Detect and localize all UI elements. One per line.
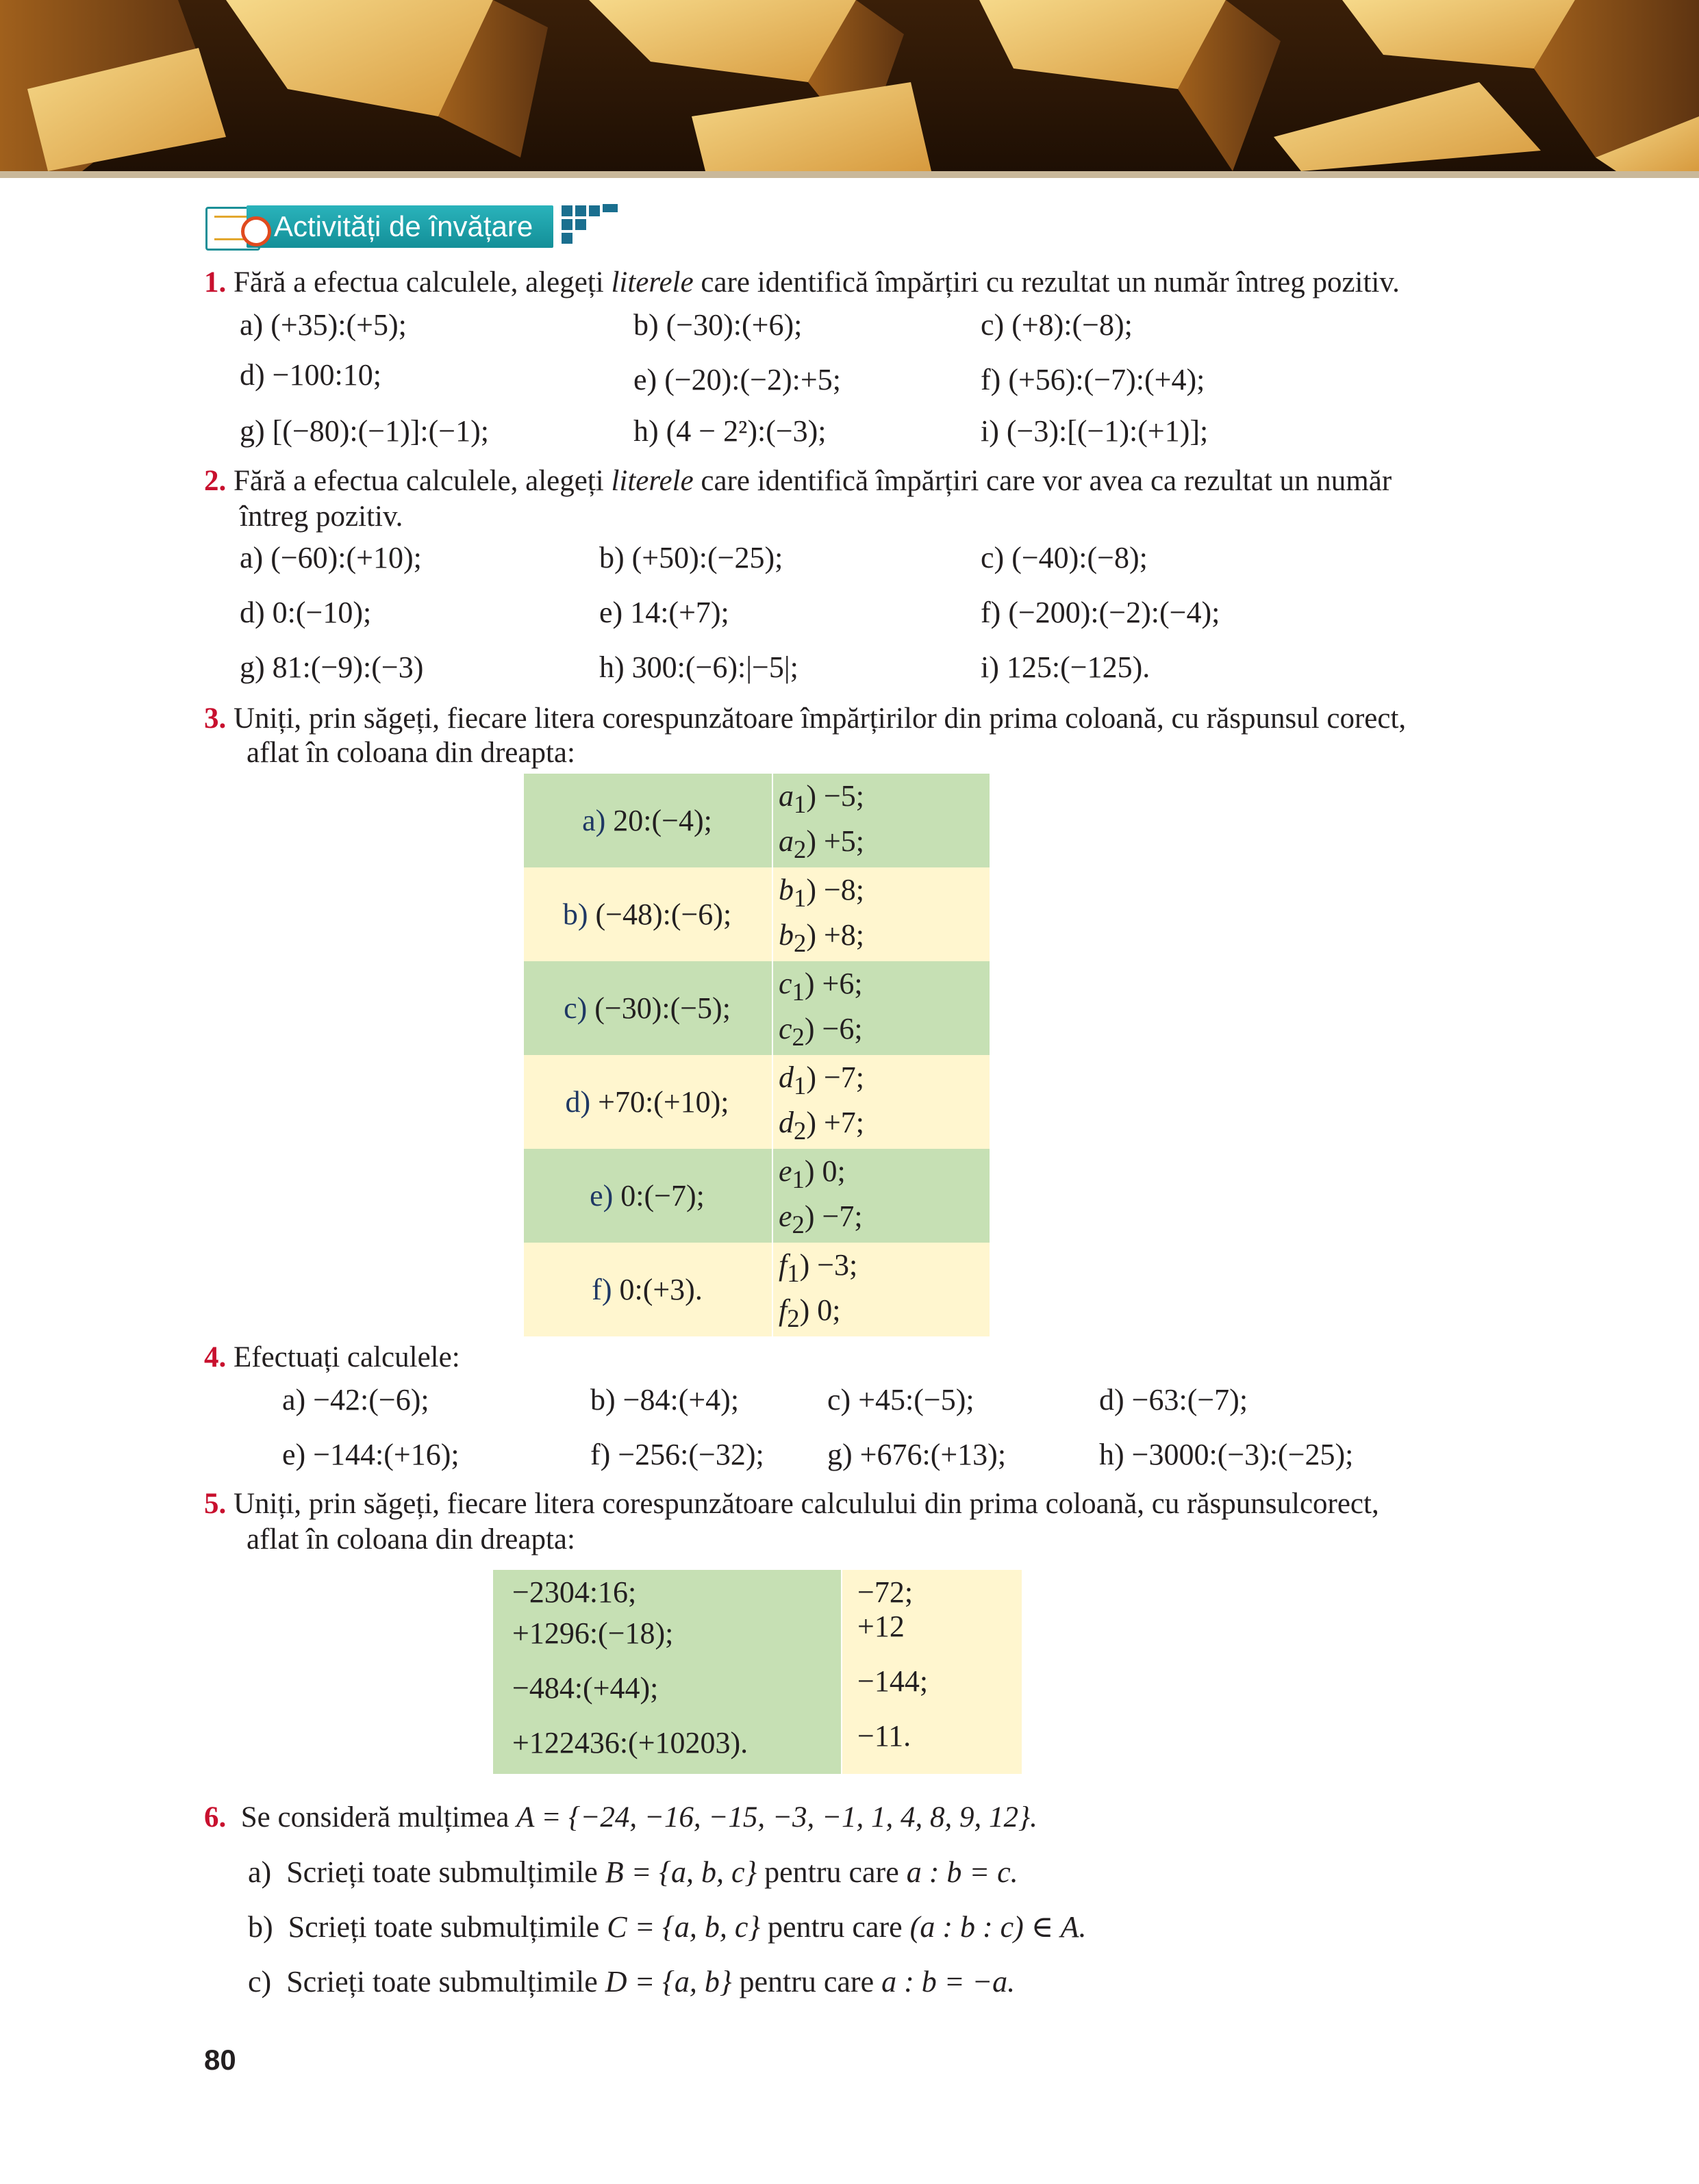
header-divider [0,171,1699,178]
exercise-6-statement: 6. Se consideră mulțimea A = {−24, −16, −15, −3, −1, 1, 4, 8, 9, 12}. [204,1801,1037,1833]
ex1-item-f: f) (+56):(−7):(+4); [981,363,1205,396]
table-row: d) +70:(+10); $d_1) -7$; $d_2) +7$; [524,1055,990,1149]
exercise-number: 3. [204,702,227,735]
table-cell: +122436:(+10203). [512,1726,748,1760]
ex4-item-g: g) +676:(+13); [827,1438,1007,1471]
exercise-2-statement: 2. Fără a efectua calculele, alegeți literele care identifică împărțiri care vor avea ca rezultat un număr [204,465,1392,497]
exercise-number: 4. [204,1341,227,1373]
exercise-5-statement-line2: aflat în coloana din dreapta: [247,1523,575,1556]
table-cell: +1296:(−18); [512,1616,674,1650]
ex4-item-d: d) −63:(−7); [1099,1383,1248,1417]
exercise-3-statement: 3. Uniți, prin săgeți, fiecare litera corespunzătoare împărțirilor din prima coloană, cu răspunsul corect, [204,702,1407,735]
ex4-item-b: b) −84:(+4); [590,1383,740,1417]
exercise-4-statement: 4. Efectuați calculele: [204,1341,460,1373]
exercise-number: 5. [204,1488,227,1520]
table-cell: +12 [857,1610,905,1643]
ex2-item-d: d) 0:(−10); [240,596,372,629]
table-cell: −72; [857,1575,914,1609]
table-cell: −11. [857,1719,911,1753]
exercise-1-statement: 1. Fără a efectua calculele, alegeți literele care identifică împărțiri cu rezultat un număr întreg pozitiv. [204,266,1400,299]
page-number: 80 [204,2044,236,2076]
ex1-item-h: h) (4 − 2²):(−3); [633,414,827,448]
ex2-item-f: f) (−200):(−2):(−4); [981,596,1220,629]
ex1-item-e: e) (−20):(−2):+5; [633,363,841,396]
ex2-item-e: e) 14:(+7); [599,596,729,629]
ex1-item-i: i) (−3):[(−1):(+1)]; [981,414,1209,448]
table-row: f) 0:(+3). $f_1) -3$; $f_2$) 0; [524,1243,990,1336]
table-cell: −484:(+44); [512,1671,659,1705]
section-title: Activități de învățare [247,205,553,248]
ex4-item-e: e) −144:(+16); [282,1438,460,1471]
ex2-item-c: c) (−40):(−8); [981,541,1148,574]
exercise-number: 1. [204,266,227,299]
matching-table-ex5 [493,1570,1022,1774]
table-cell: −144; [857,1664,929,1698]
ex1-item-b: b) (−30):(+6); [633,308,803,342]
ex6-item-c: c) Scrieți toate submulțimile D = {a, b} pentru care a : b = −a. [248,1965,1016,1998]
exercise-number: 6. [204,1801,227,1833]
exercise-5-statement: 5. Uniți, prin săgeți, fiecare litera corespunzătoare calculului din prima coloană, cu răspunsulcorect, [204,1488,1379,1520]
ex2-item-h: h) 300:(−6):|−5|; [599,650,798,684]
ex2-item-b: b) (+50):(−25); [599,541,783,574]
header-photo [0,0,1699,171]
exercise-number: 2. [204,465,227,497]
exercise-3-statement-line2: aflat în coloana din dreapta: [247,737,575,769]
table-row: b) (−48):(−6); $b_1) -8$; $b_2) +8$; [524,867,990,961]
table-row: c) (−30):(−5); $c_1) +6$; $c_2) -6$; [524,961,990,1055]
ex4-item-h: h) −3000:(−3):(−25); [1099,1438,1354,1471]
ex1-item-a: a) (+35):(+5); [240,308,407,342]
ex4-item-c: c) +45:(−5); [827,1383,974,1417]
ex2-item-i: i) 125:(−125). [981,650,1150,684]
table-row: e) 0:(−7); $e_1$) 0; $e_2) -7$; [524,1149,990,1243]
grid-squares-icon [562,205,572,216]
table-cell: −2304:16; [512,1575,637,1609]
ex1-item-d: d) −100:10; [240,358,381,392]
ex4-item-a: a) −42:(−6); [282,1383,429,1417]
ex2-item-a: a) (−60):(+10); [240,541,422,574]
magnifier-icon [241,216,271,246]
ex1-item-g: g) [(−80):(−1)]:(−1); [240,414,489,448]
table-row: a) 20:(−4); $a_1) -5$; $a_2) +5$; [524,774,990,867]
matching-table-ex3 [524,774,990,1336]
section-badge [205,204,630,251]
exercise-2-statement-line2: întreg pozitiv. [240,500,403,533]
ex6-item-a: a) Scrieți toate submulțimile B = {a, b, c} pentru care a : b = c. [248,1855,1018,1889]
ex1-item-c: c) (+8):(−8); [981,308,1133,342]
ex2-item-g: g) 81:(−9):(−3) [240,650,424,684]
ex4-item-f: f) −256:(−32); [590,1438,764,1471]
ex6-item-b: b) Scrieți toate submulțimile C = {a, b, c} pentru care (a : b : c) ∈ A. [248,1910,1087,1944]
